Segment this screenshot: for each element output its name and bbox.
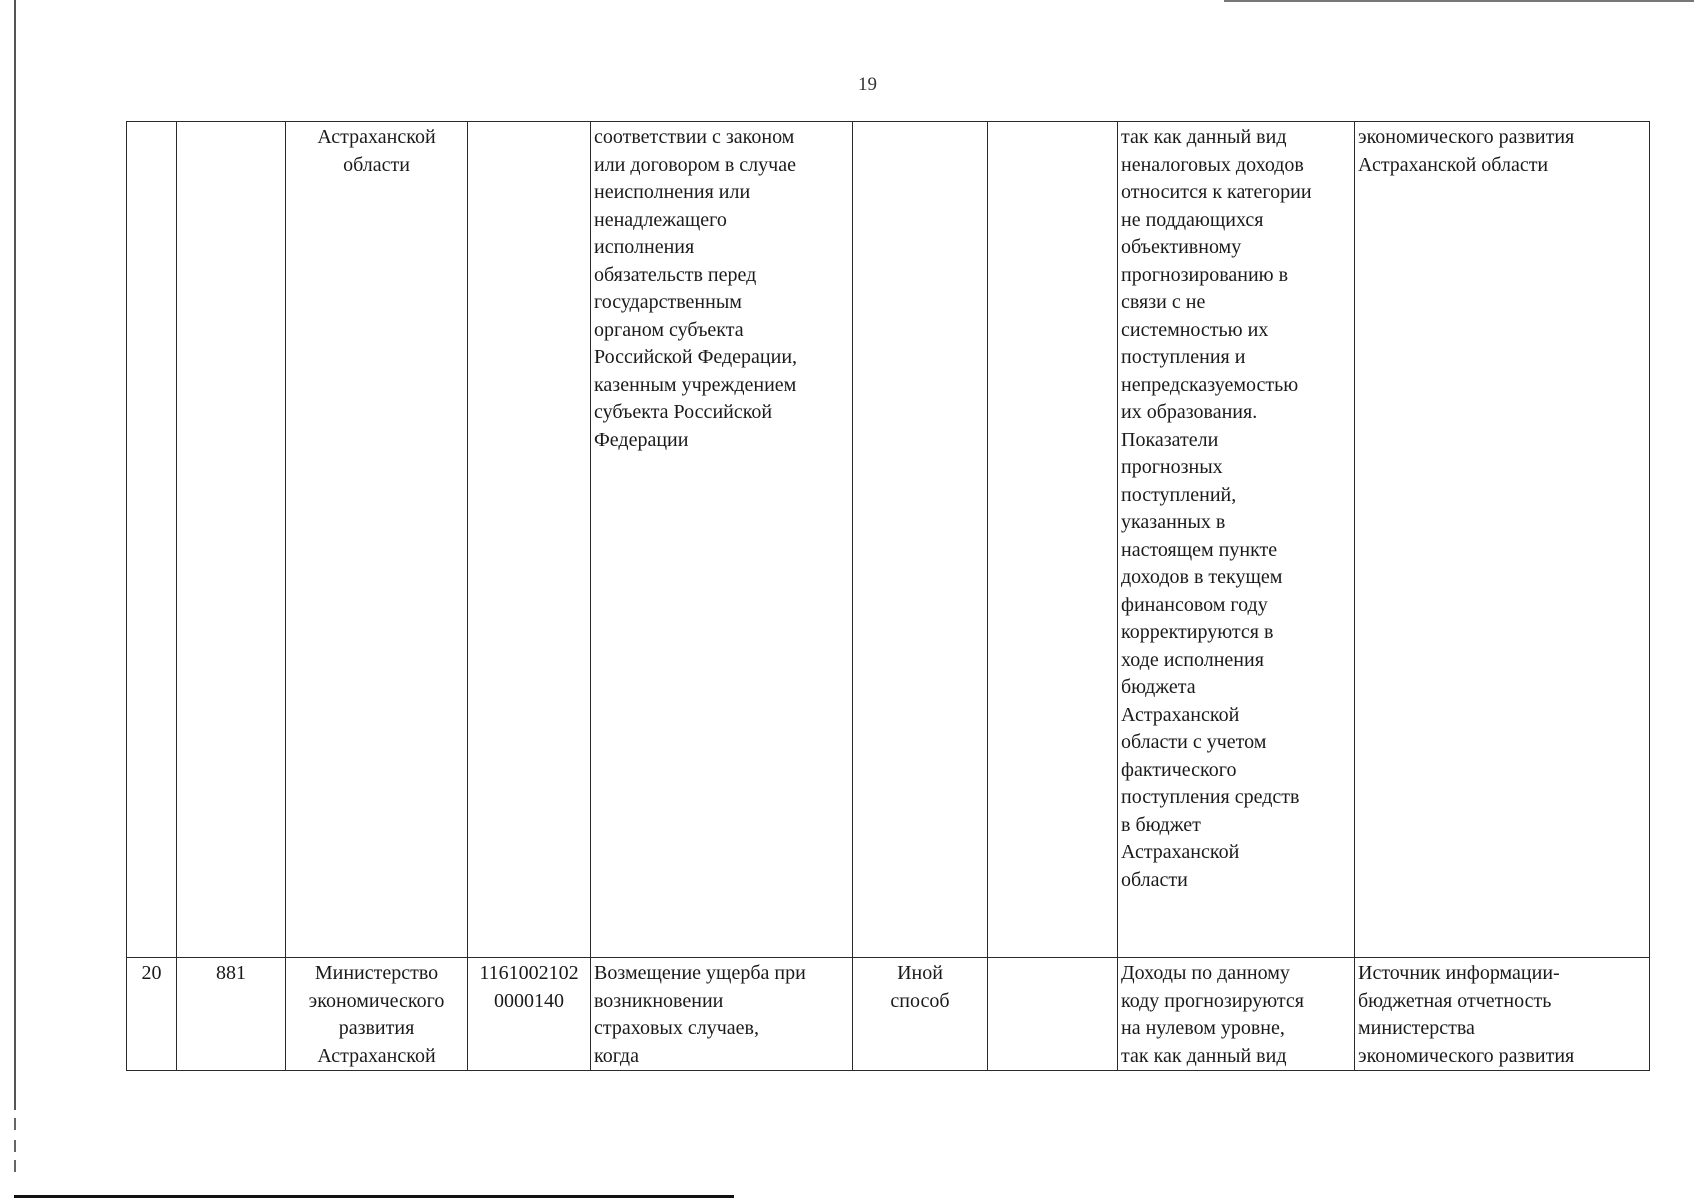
cell-admin: Астраханской области (286, 122, 468, 958)
scan-mark (14, 1118, 16, 1130)
scan-mark (14, 1160, 16, 1172)
cell-algorithm: Доходы по данному коду прогнозируются на нулевом уровне, так как данный вид (1118, 958, 1355, 1071)
table-row (127, 122, 1650, 958)
cell-name: Возмещение ущерба при возникновении страховых случаев, когда (591, 958, 853, 1071)
cell-formula (988, 958, 1118, 1071)
cell-source: Источник информации- бюджетная отчетность министерства экономического развития (1355, 958, 1650, 1071)
revenue-table (126, 121, 1650, 1071)
table-row (127, 958, 1650, 1071)
cell-algorithm: так как данный вид неналоговых доходов относится к категории не поддающихся объективному прогнозированию в связи с не системностью их поступления и непредсказуемостью их образования. Показатели прогнозных поступлений, указанных в настоящем пункте доходов в текущем финансовом году корректируются в ходе исполнения бюджета Астраханской области с учетом фактического поступления средств в бюджет Астраханской области (1118, 122, 1355, 958)
cell-code (177, 122, 286, 958)
cell-name: соответствии с законом или договором в случае неисполнения или ненадлежащего исполнения обязательств перед государственным органом субъекта Российской Федерации, казенным учреждением субъекта Российской Федерации (591, 122, 853, 958)
cell-method: Иной способ (853, 958, 988, 1071)
scan-mark (14, 1140, 16, 1152)
page-number: 19 (858, 74, 877, 95)
cell-source: экономического развития Астраханской области (1355, 122, 1650, 958)
scan-edge-top (1224, 0, 1694, 2)
cell-admin: Министерство экономического развития Астраханской (286, 958, 468, 1071)
cell-formula (988, 122, 1118, 958)
scan-edge-left (14, 0, 16, 1110)
cell-kbk (468, 122, 591, 958)
scan-edge-bottom (14, 1195, 734, 1198)
cell-method (853, 122, 988, 958)
cell-num (127, 122, 177, 958)
cell-kbk: 1161002102 0000140 (468, 958, 591, 1071)
cell-num: 20 (127, 958, 177, 1071)
cell-code: 881 (177, 958, 286, 1071)
